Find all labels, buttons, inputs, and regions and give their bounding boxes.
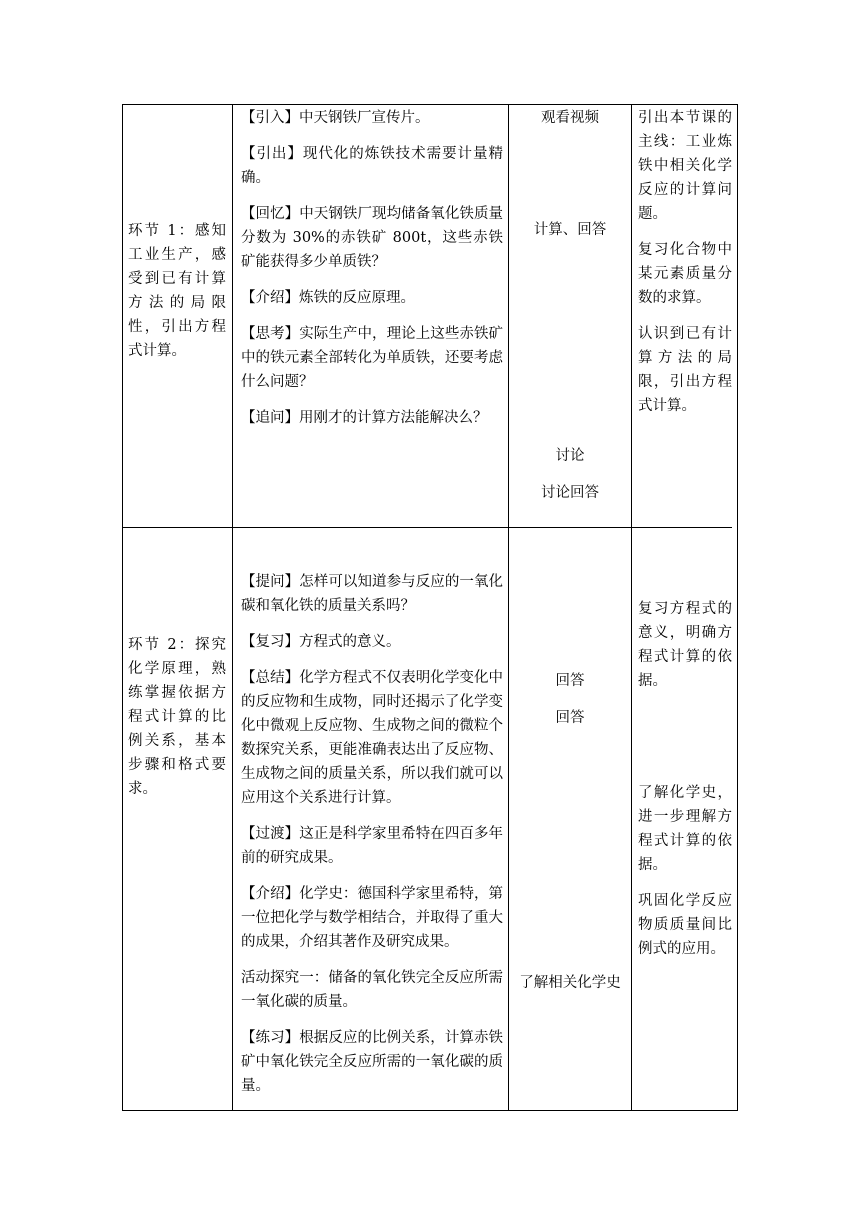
column-divider	[508, 104, 509, 1111]
design-intent-text: 复习方程式的意义，明确方程式计算的依据。	[638, 601, 732, 689]
teacher-activity-line: 【复习】方程式的意义。	[241, 634, 401, 650]
student-activity: 讨论回答	[541, 485, 599, 501]
student-activity: 讨论	[555, 448, 585, 464]
stage-cell	[128, 633, 226, 813]
student-activity: 观看视频	[541, 110, 599, 126]
student-activity: 计算、回答	[533, 222, 607, 238]
design-intent-cell	[638, 781, 732, 973]
teacher-activity-line: 【引出】现代化的炼铁技术需要计量精确。	[241, 146, 503, 186]
teacher-activity-line: 【练习】根据反应的比例关系，计算赤铁矿中氧化铁完全反应所需的一氧化碳的质量。	[241, 1030, 503, 1094]
teacher-activity-line: 活动探究一：储备的氧化铁完全反应所需一氧化碳的质量。	[241, 970, 503, 1010]
stage-text: 环节 2：探究化学原理，熟练掌握依据方程式计算的比例关系，基本步骤和格式要求。	[128, 637, 226, 797]
teacher-activity-line: 【总结】化学方程式不仅表明化学变化中的反应物和生成物，同时还揭示了化学变化中微观上反应物、生成物之间的微粒个数探究关系，更能准确表达出了反应物、生成物之间的质量关系，所以我们就可以应用这个关系进行计算。	[241, 670, 503, 806]
table-border-top	[122, 104, 738, 105]
teacher-activity-line: 【介绍】炼铁的反应原理。	[241, 290, 415, 306]
design-intent-cell	[638, 597, 732, 705]
teacher-activity-line: 【过渡】这正是科学家里希特在四百多年前的研究成果。	[241, 826, 503, 866]
design-intent-text: 复习化合物中某元素质量分数的求算。	[638, 242, 732, 306]
design-intent-text: 引出本节课的主线：工业炼铁中相关化学反应的计算问题。	[638, 110, 732, 222]
teacher-activity-line: 【提问】怎样可以知道参与反应的一氧化碳和氧化铁的质量关系吗？	[241, 574, 503, 614]
teacher-activity-cell	[241, 106, 503, 442]
teacher-activity-line: 【追问】用刚才的计算方法能解决么？	[241, 410, 488, 426]
teacher-activity-line: 【思考】实际生产中，理论上这些赤铁矿中的铁元素全部转化为单质铁，还要考虑什么问题？	[241, 326, 503, 390]
design-intent-text: 认识到已有计算方法的局限，引出方程式计算。	[638, 326, 732, 414]
student-activity: 了解相关化学史	[519, 975, 621, 991]
table-border-bottom	[122, 1110, 738, 1111]
table-border-right	[737, 104, 738, 1111]
student-activity: 回答	[555, 710, 585, 726]
table-border-left	[122, 104, 123, 1111]
teacher-activity-line: 【介绍】化学史：德国科学家里希特，第一位把化学与数学相结合，并取得了重大的成果，介绍其著作及研究成果。	[241, 886, 503, 950]
column-divider	[631, 104, 632, 1111]
teacher-activity-line: 【回忆】中天钢铁厂现均储备氧化铁质量分数为 30%的赤铁矿 800t，这些赤铁矿能获得多少单质铁？	[241, 206, 503, 270]
stage-cell	[128, 219, 226, 375]
stage-text: 环节 1：感知工业生产，感受到已有计算方法的局限性，引出方程式计算。	[128, 223, 226, 359]
teacher-activity-cell	[241, 570, 503, 1110]
design-intent-text: 巩固化学反应物质质量间比例式的应用。	[638, 893, 732, 957]
design-intent-text: 了解化学史，进一步理解方程式计算的依据。	[638, 785, 732, 873]
teacher-activity-line: 【引入】中天钢铁厂宣传片。	[241, 110, 430, 126]
column-divider	[232, 104, 233, 1111]
design-intent-cell	[638, 106, 732, 430]
row-divider	[122, 527, 732, 528]
student-activity: 回答	[555, 673, 585, 689]
